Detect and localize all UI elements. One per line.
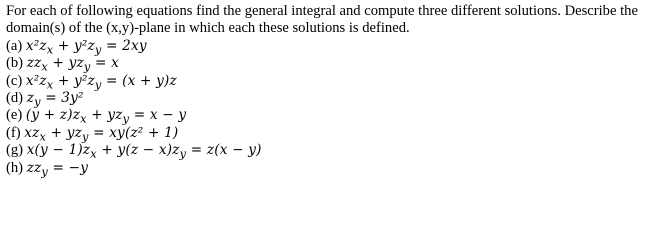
equation-math: $zz_y = -y$ [26,159,89,179]
equation-a [6,38,652,55]
equation-label: (b) [6,55,24,72]
equation-label: (g) [6,142,24,159]
equation-e [6,107,652,127]
equation-f [6,125,652,142]
equation-c [6,73,652,90]
equation-math: $xz_x + yz_y = xy(z^2 + 1)$ [24,124,179,144]
equation-math: $x(y - 1)z_x + y(z - x)z_y = z(x - y)$ [26,142,262,161]
equation-label: (d) [6,89,24,106]
equation-h [6,160,652,177]
equation-b [6,55,652,72]
equation-math: $x^2z_x + y^2z_y = (x + y)z$ [25,72,177,92]
equation-d [6,90,652,107]
equation-label: (f) [6,124,21,141]
equation-math: $zz_x + yz_y = x$ [26,55,119,74]
equation-math: $x^2z_x + y^2z_y = 2xy$ [25,37,147,57]
equation-list [6,38,652,177]
equation-label: (c) [6,72,23,89]
equation-g [6,142,652,159]
equation-label: (e) [6,107,23,124]
equation-label: (a) [6,37,23,54]
equation-math: $z_y = 3y^2$ [26,89,84,109]
equation-label: (h) [6,159,24,176]
equation-math: $(y + z)z_x + yz_y = x - y$ [25,107,187,127]
problem-intro: For each of following equations find the general integral and compute three different solutions. Describe the domain(s) of the (x,y)-plane in which each these solutions is defined. [6,3,638,37]
